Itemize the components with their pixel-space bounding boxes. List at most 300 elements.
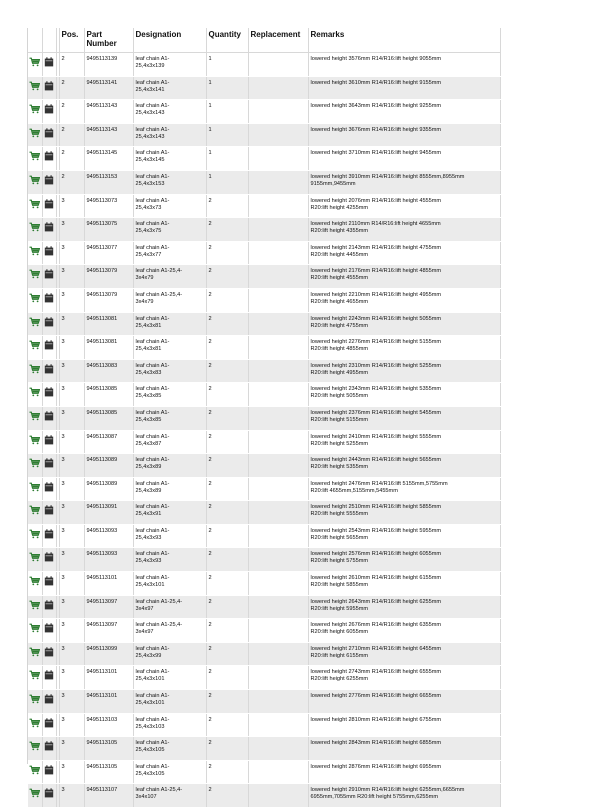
replacement-cell <box>248 170 308 194</box>
cart-icon[interactable] <box>29 435 40 445</box>
designation-line: leaf chain A1- <box>135 315 170 322</box>
remarks-cell <box>308 218 500 242</box>
replacement-cell <box>248 548 308 572</box>
calendar-icon[interactable] <box>44 435 54 445</box>
designation-line: leaf chain A1- <box>135 575 170 582</box>
cart-cell <box>28 784 42 808</box>
pos-cell: 3 <box>59 642 84 666</box>
calendar-icon[interactable] <box>44 694 54 704</box>
pos-cell: 3 <box>59 524 84 548</box>
cart-icon[interactable] <box>29 387 40 397</box>
designation-cell <box>133 123 206 147</box>
quantity-cell: 1 <box>206 100 248 124</box>
calendar-icon[interactable] <box>44 175 54 185</box>
designation-line: leaf chain A1-25,4- <box>135 268 183 275</box>
calendar-icon[interactable] <box>44 81 54 91</box>
part-number-cell: 9495113085 <box>84 383 133 407</box>
calendar-cell <box>42 713 56 737</box>
quantity-cell: 2 <box>206 524 248 548</box>
replacement-cell <box>248 595 308 619</box>
remarks-line: lowered height 2643mm R14/R16:lift height 6255mm <box>310 598 442 605</box>
quantity-cell: 2 <box>206 713 248 737</box>
table-row <box>28 572 500 596</box>
table-row <box>28 595 500 619</box>
calendar-cell <box>42 383 56 407</box>
designation-line: 25,4x3x105 <box>135 770 165 777</box>
pos-cell: 3 <box>59 430 84 454</box>
designation-line: leaf chain A1- <box>135 457 170 464</box>
quantity-cell: 2 <box>206 760 248 784</box>
designation-line: 25,4x3x85 <box>135 416 162 423</box>
part-number-cell: 9495113081 <box>84 336 133 360</box>
part-number-cell: 9495113103 <box>84 713 133 737</box>
pos-cell: 3 <box>59 619 84 643</box>
calendar-icon[interactable] <box>44 600 54 610</box>
calendar-icon[interactable] <box>44 647 54 657</box>
cart-icon[interactable] <box>29 411 40 421</box>
calendar-icon[interactable] <box>44 718 54 728</box>
quantity-cell: 2 <box>206 572 248 596</box>
calendar-icon[interactable] <box>44 505 54 515</box>
cart-cell <box>28 359 42 383</box>
quantity-cell: 2 <box>206 265 248 289</box>
cart-cell <box>28 336 42 360</box>
calendar-icon[interactable] <box>44 623 54 633</box>
table-row <box>28 53 500 77</box>
pos-cell: 3 <box>59 218 84 242</box>
designation-line: leaf chain A1-25,4- <box>135 622 183 629</box>
calendar-icon[interactable] <box>44 128 54 138</box>
pos-cell: 3 <box>59 194 84 218</box>
calendar-icon[interactable] <box>44 529 54 539</box>
table-row <box>28 477 500 501</box>
table-row <box>28 265 500 289</box>
calendar-icon[interactable] <box>44 317 54 327</box>
replacement-cell <box>248 76 308 100</box>
cart-icon[interactable] <box>29 529 40 539</box>
table-row <box>28 619 500 643</box>
designation-line: 25,4x3x101 <box>135 676 165 683</box>
cart-icon[interactable] <box>29 765 40 775</box>
calendar-icon[interactable] <box>44 364 54 374</box>
remarks-cell <box>308 666 500 690</box>
cart-cell <box>28 53 42 77</box>
calendar-cell <box>42 572 56 596</box>
calendar-icon[interactable] <box>44 57 54 67</box>
remarks-line: R20:lift height 4255mm <box>310 204 369 211</box>
calendar-cell <box>42 76 56 100</box>
remarks-cell <box>308 312 500 336</box>
pos-cell: 2 <box>59 147 84 171</box>
replacement-cell <box>248 713 308 737</box>
designation-line: leaf chain A1- <box>135 740 170 747</box>
designation-cell <box>133 336 206 360</box>
quantity-cell: 2 <box>206 737 248 761</box>
designation-line: leaf chain A1- <box>135 386 170 393</box>
remarks-line: 9155mm,9455mm <box>310 180 356 187</box>
replacement-cell <box>248 477 308 501</box>
cart-icon[interactable] <box>29 458 40 468</box>
remarks-cell <box>308 619 500 643</box>
designation-line: leaf chain A1- <box>135 504 170 511</box>
remarks-line: R20:lift 4655mm,5155mm,5455mm <box>310 487 398 494</box>
header-cart <box>28 28 42 53</box>
designation-line: 25,4x3x103 <box>135 723 165 730</box>
designation-line: 25,4x3x83 <box>135 369 162 376</box>
designation-cell <box>133 572 206 596</box>
pos-cell: 2 <box>59 123 84 147</box>
designation-line: 25,4x3x87 <box>135 440 162 447</box>
designation-line: 3x4x97 <box>135 629 154 636</box>
designation-line: leaf chain A1- <box>135 551 170 558</box>
designation-line: 3x4x79 <box>135 275 154 282</box>
calendar-cell <box>42 194 56 218</box>
cart-icon[interactable] <box>29 364 40 374</box>
calendar-icon[interactable] <box>44 199 54 209</box>
calendar-cell <box>42 454 56 478</box>
calendar-cell <box>42 100 56 124</box>
calendar-cell <box>42 359 56 383</box>
calendar-cell <box>42 53 56 77</box>
calendar-cell <box>42 760 56 784</box>
table-row <box>28 241 500 265</box>
cart-cell <box>28 147 42 171</box>
designation-cell <box>133 265 206 289</box>
calendar-cell <box>42 501 56 525</box>
cart-cell <box>28 76 42 100</box>
cart-icon[interactable] <box>29 694 40 704</box>
replacement-cell <box>248 147 308 171</box>
quantity-cell: 1 <box>206 147 248 171</box>
remarks-line: lowered height 2543mm R14/R16:lift height 5955mm <box>310 527 442 534</box>
cart-icon[interactable] <box>29 576 40 586</box>
designation-line: leaf chain A1- <box>135 716 170 723</box>
part-number-cell: 9495113079 <box>84 265 133 289</box>
part-number-cell: 9495113077 <box>84 241 133 265</box>
replacement-cell <box>248 194 308 218</box>
header-replacement: Replacement <box>248 28 308 53</box>
cart-icon[interactable] <box>29 104 40 114</box>
cart-cell <box>28 100 42 124</box>
part-number-cell: 9495113101 <box>84 666 133 690</box>
designation-line: 25,4x3x139 <box>135 63 165 69</box>
table-row <box>28 76 500 100</box>
calendar-cell <box>42 595 56 619</box>
remarks-cell <box>308 123 500 147</box>
designation-cell <box>133 548 206 572</box>
remarks-line: R20:lift height 5055mm <box>310 393 369 400</box>
designation-cell <box>133 595 206 619</box>
calendar-cell <box>42 690 56 714</box>
replacement-cell <box>248 666 308 690</box>
remarks-line: R20:lift height 5655mm <box>310 534 369 541</box>
calendar-cell <box>42 265 56 289</box>
quantity-cell: 2 <box>206 666 248 690</box>
designation-cell <box>133 147 206 171</box>
part-number-cell: 9495113099 <box>84 642 133 666</box>
pos-cell: 3 <box>59 595 84 619</box>
designation-cell <box>133 218 206 242</box>
remarks-cell <box>308 359 500 383</box>
remarks-line: R20:lift height 4555mm <box>310 275 369 282</box>
cart-icon[interactable] <box>29 741 40 751</box>
designation-line: leaf chain A1-25,4- <box>135 598 183 605</box>
pos-cell: 3 <box>59 784 84 808</box>
quantity-cell: 2 <box>206 383 248 407</box>
calendar-icon[interactable] <box>44 482 54 492</box>
calendar-icon[interactable] <box>44 576 54 586</box>
table-row <box>28 454 500 478</box>
replacement-cell <box>248 454 308 478</box>
replacement-cell <box>248 241 308 265</box>
designation-line: 25,4x3x89 <box>135 464 162 471</box>
calendar-icon[interactable] <box>44 741 54 751</box>
calendar-icon[interactable] <box>44 340 54 350</box>
designation-line: 25,4x3x101 <box>135 700 165 707</box>
cart-icon[interactable] <box>29 81 40 91</box>
designation-line: 25,4x3x143 <box>135 110 165 117</box>
calendar-cell <box>42 406 56 430</box>
remarks-line: lowered height 3643mm R14/R16:lift height 9255mm <box>310 103 442 110</box>
calendar-icon[interactable] <box>44 552 54 562</box>
header-pos: Pos. <box>59 28 84 53</box>
table-row <box>28 406 500 430</box>
designation-line: leaf chain A1- <box>135 79 170 86</box>
table-row <box>28 218 500 242</box>
designation-line: 25,4x3x93 <box>135 534 162 541</box>
replacement-cell <box>248 524 308 548</box>
part-number-cell: 9495113087 <box>84 430 133 454</box>
cart-icon[interactable] <box>29 57 40 67</box>
calendar-cell <box>42 312 56 336</box>
remarks-cell <box>308 147 500 171</box>
calendar-icon[interactable] <box>44 458 54 468</box>
designation-line: 25,4x3x81 <box>135 346 162 353</box>
cart-icon[interactable] <box>29 246 40 256</box>
designation-line: leaf chain A1- <box>135 669 170 676</box>
calendar-icon[interactable] <box>44 104 54 114</box>
cart-icon[interactable] <box>29 718 40 728</box>
remarks-line: R20:lift height 5155mm <box>310 416 369 423</box>
remarks-cell <box>308 336 500 360</box>
replacement-cell <box>248 336 308 360</box>
remarks-line: lowered height 2710mm R14/R16:lift height 6455mm <box>310 645 442 652</box>
pos-cell: 3 <box>59 572 84 596</box>
remarks-cell <box>308 265 500 289</box>
table-row <box>28 548 500 572</box>
calendar-cell <box>42 170 56 194</box>
pos-cell: 3 <box>59 312 84 336</box>
cart-icon[interactable] <box>29 317 40 327</box>
calendar-cell <box>42 288 56 312</box>
cart-cell <box>28 265 42 289</box>
remarks-line: lowered height 2676mm R14/R16:lift height 6355mm <box>310 622 442 629</box>
cart-cell <box>28 454 42 478</box>
designation-line: 25,4x3x81 <box>135 322 162 329</box>
replacement-cell <box>248 265 308 289</box>
cart-icon[interactable] <box>29 788 40 798</box>
remarks-line: lowered height 2443mm R14/R16:lift height 5655mm <box>310 457 442 464</box>
remarks-line: R20:lift height 5955mm <box>310 605 369 612</box>
remarks-cell <box>308 454 500 478</box>
replacement-cell <box>248 218 308 242</box>
table-row <box>28 784 500 808</box>
cart-icon[interactable] <box>29 600 40 610</box>
remarks-line: R20:lift height 4455mm <box>310 251 369 258</box>
quantity-cell: 2 <box>206 477 248 501</box>
cart-icon[interactable] <box>29 647 40 657</box>
cart-icon[interactable] <box>29 552 40 562</box>
designation-line: leaf chain A1- <box>135 150 170 157</box>
remarks-line: R20:lift height 4955mm <box>310 369 369 376</box>
pos-cell: 2 <box>59 100 84 124</box>
pos-cell: 2 <box>59 76 84 100</box>
calendar-cell <box>42 666 56 690</box>
designation-line: 3x4x97 <box>135 605 154 612</box>
remarks-cell <box>308 406 500 430</box>
designation-cell <box>133 784 206 808</box>
designation-cell <box>133 430 206 454</box>
designation-cell <box>133 524 206 548</box>
quantity-cell: 2 <box>206 595 248 619</box>
calendar-icon[interactable] <box>44 293 54 303</box>
part-number-cell: 9495113073 <box>84 194 133 218</box>
calendar-icon[interactable] <box>44 765 54 775</box>
cart-icon[interactable] <box>29 340 40 350</box>
part-number-cell: 9495113097 <box>84 619 133 643</box>
calendar-cell <box>42 336 56 360</box>
designation-cell <box>133 477 206 501</box>
header-designation: Designation <box>133 28 206 53</box>
calendar-cell <box>42 737 56 761</box>
remarks-cell <box>308 477 500 501</box>
replacement-cell <box>248 123 308 147</box>
cart-cell <box>28 194 42 218</box>
remarks-line: R20:lift height 5255mm <box>310 440 369 447</box>
pos-cell: 3 <box>59 737 84 761</box>
replacement-cell <box>248 501 308 525</box>
designation-line: 25,4x3x145 <box>135 157 165 164</box>
quantity-cell: 2 <box>206 501 248 525</box>
calendar-icon[interactable] <box>44 411 54 421</box>
pos-cell: 3 <box>59 760 84 784</box>
designation-line: leaf chain A1- <box>135 362 170 369</box>
table-row <box>28 642 500 666</box>
calendar-icon[interactable] <box>44 670 54 680</box>
cart-cell <box>28 666 42 690</box>
calendar-icon[interactable] <box>44 246 54 256</box>
cart-icon[interactable] <box>29 151 40 161</box>
cart-icon[interactable] <box>29 269 40 279</box>
designation-line: 25,4x3x75 <box>135 228 162 235</box>
remarks-line: lowered height 2510mm R14/R16:lift height 5855mm <box>310 504 442 511</box>
designation-cell <box>133 76 206 100</box>
designation-line: 25,4x3x101 <box>135 582 165 589</box>
designation-line: leaf chain A1- <box>135 480 170 487</box>
cart-icon[interactable] <box>29 222 40 232</box>
calendar-icon[interactable] <box>44 387 54 397</box>
calendar-cell <box>42 784 56 808</box>
remarks-line: lowered height 2276mm R14/R16:lift height 5155mm <box>310 339 442 346</box>
table-row <box>28 524 500 548</box>
designation-cell <box>133 312 206 336</box>
remarks-cell <box>308 53 500 77</box>
designation-cell <box>133 737 206 761</box>
remarks-line: lowered height 2210mm R14/R16:lift height 4955mm <box>310 291 442 298</box>
parts-table <box>28 28 501 808</box>
replacement-cell <box>248 359 308 383</box>
designation-cell <box>133 359 206 383</box>
cart-icon[interactable] <box>29 670 40 680</box>
table-row <box>28 501 500 525</box>
remarks-line: lowered height 2776mm R14/R16:lift height 6655mm <box>310 693 442 700</box>
calendar-icon[interactable] <box>44 269 54 279</box>
cart-cell <box>28 430 42 454</box>
calendar-cell <box>42 477 56 501</box>
header-row <box>28 28 500 53</box>
calendar-cell <box>42 619 56 643</box>
cart-icon[interactable] <box>29 199 40 209</box>
designation-cell <box>133 760 206 784</box>
part-number-cell: 9495113101 <box>84 572 133 596</box>
designation-line: 3x4x107 <box>135 794 157 801</box>
designation-line: leaf chain A1- <box>135 409 170 416</box>
quantity-cell: 2 <box>206 548 248 572</box>
table-row <box>28 194 500 218</box>
part-number-cell: 9495113139 <box>84 53 133 77</box>
part-number-cell: 9495113093 <box>84 524 133 548</box>
remarks-line: R20:lift height 4855mm <box>310 346 369 353</box>
calendar-cell <box>42 218 56 242</box>
table-row <box>28 123 500 147</box>
part-number-cell: 9495113085 <box>84 406 133 430</box>
quantity-cell: 2 <box>206 406 248 430</box>
quantity-cell: 2 <box>206 194 248 218</box>
remarks-line: R20:lift height 5555mm <box>310 511 369 518</box>
pos-cell: 3 <box>59 477 84 501</box>
quantity-cell: 1 <box>206 170 248 194</box>
designation-cell <box>133 100 206 124</box>
calendar-cell <box>42 147 56 171</box>
cart-icon[interactable] <box>29 175 40 185</box>
remarks-cell <box>308 737 500 761</box>
pos-cell: 3 <box>59 241 84 265</box>
calendar-cell <box>42 642 56 666</box>
cart-icon[interactable] <box>29 293 40 303</box>
pos-cell: 2 <box>59 53 84 77</box>
calendar-icon[interactable] <box>44 222 54 232</box>
cart-cell <box>28 690 42 714</box>
cart-icon[interactable] <box>29 482 40 492</box>
cart-cell <box>28 406 42 430</box>
remarks-cell <box>308 524 500 548</box>
cart-icon[interactable] <box>29 505 40 515</box>
remarks-line: R20:lift height 5355mm <box>310 464 369 471</box>
cart-icon[interactable] <box>29 623 40 633</box>
part-number-cell: 9495113141 <box>84 76 133 100</box>
calendar-icon[interactable] <box>44 788 54 798</box>
remarks-line: R20:lift height 4355mm <box>310 228 369 235</box>
calendar-icon[interactable] <box>44 151 54 161</box>
part-number-cell: 9495113079 <box>84 288 133 312</box>
cart-icon[interactable] <box>29 128 40 138</box>
designation-line: leaf chain A1- <box>135 56 170 62</box>
remarks-line: 6955mm,7055mm R20:lift height 5755mm,6255mm <box>310 794 438 801</box>
cart-cell <box>28 713 42 737</box>
designation-line: 3x4x79 <box>135 298 154 305</box>
part-number-cell: 9495113091 <box>84 501 133 525</box>
remarks-cell <box>308 241 500 265</box>
